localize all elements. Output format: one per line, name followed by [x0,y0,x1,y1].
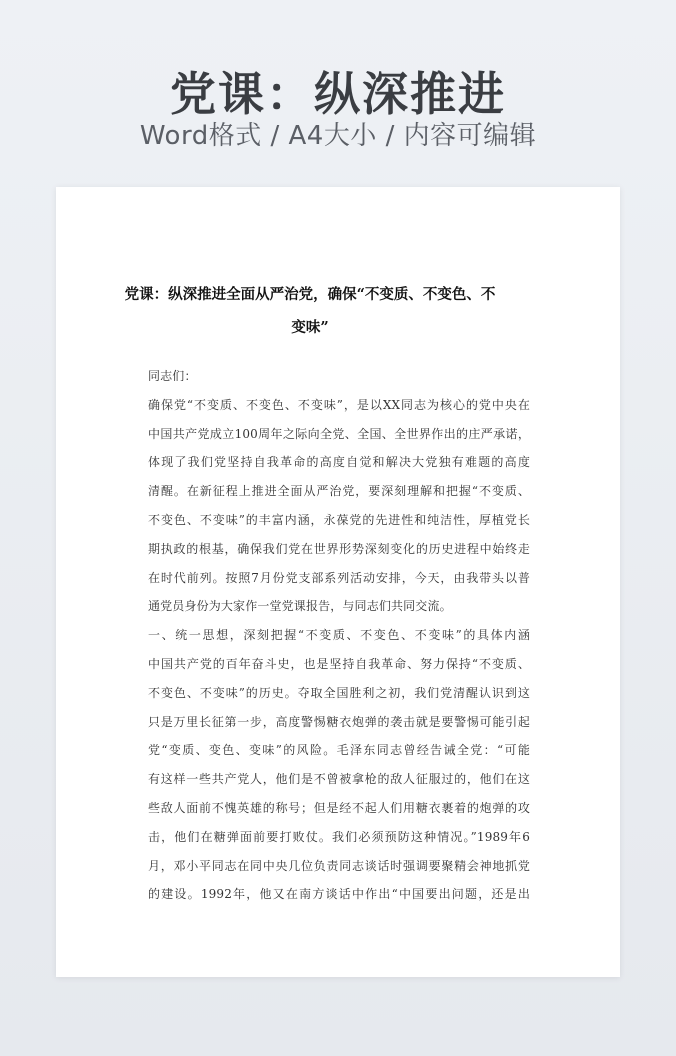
body-line: 不变色、不变味”的丰富内涵，永葆党的先进性和纯洁性，厚植党长 [148,512,530,527]
body-line: 只是万里长征第一步，高度警惕糖衣炮弹的袭击就是要警惕可能引起 [148,714,530,729]
body-line: 些敌人面前不愧英雄的称号；但是经不起人们用糖衣裹着的炮弹的攻 [148,800,530,815]
body-line: 击，他们在糖弹面前要打败仗。我们必须预防这种情况。”1989年6 [148,829,530,844]
body-line: 在时代前列。按照7月份党支部系列活动安排，今天，由我带头以普 [148,570,530,585]
body-line: 通党员身份为大家作一堂党课报告，与同志们共同交流。 [148,599,452,614]
body-line: 体现了我们党坚持自我革命的高度自觉和解决大党独有难题的高度 [148,455,530,470]
body-line: 中国共产党成立100周年之际向全党、全国、全世界作出的庄严承诺， [148,426,530,441]
document-body [148,362,530,909]
body-line: 中国共产党的百年奋斗史，也是坚持自我革命、努力保持“不变质、 [148,656,530,671]
body-line: 期执政的根基，确保我们党在世界形势深刻变化的历史进程中始终走 [148,541,530,556]
document-title-line: 变味” [291,319,329,336]
body-line: 月，邓小平同志在同中央几位负责同志谈话时强调要聚精会神地抓党 [148,858,530,873]
greeting-line: 同志们： [148,369,197,383]
body-line: 不变色、不变味”的历史。夺取全国胜利之初，我们党清醒认识到这 [148,685,530,700]
body-line: 党“变质、变色、变味”的风险。毛泽东同志曾经告诫全党：“可能 [148,743,530,758]
document-title-line: 党课：纵深推进全面从严治党，确保“不变质、不变色、不 [124,286,496,303]
body-line: 清醒。在新征程上推进全面从严治党，要深刻理解和把握“不变质、 [148,484,530,499]
body-line: 确保党“不变质、不变色、不变味”，是以XX同志为核心的党中央在 [148,397,530,412]
body-line: 的建设。1992年，他又在南方谈话中作出“中国要出问题，还是出 [148,887,530,902]
section-heading-line: 一、统一思想，深刻把握“不变质、不变色、不变味”的具体内涵 [148,628,530,643]
page-subtitle: Word格式 / A4大小 / 内容可编辑 [139,121,537,151]
body-line: 有这样一些共产党人，他们是不曾被拿枪的敌人征服过的，他们在这 [148,772,530,787]
page-title: 党课：纵深推进 [170,67,506,121]
